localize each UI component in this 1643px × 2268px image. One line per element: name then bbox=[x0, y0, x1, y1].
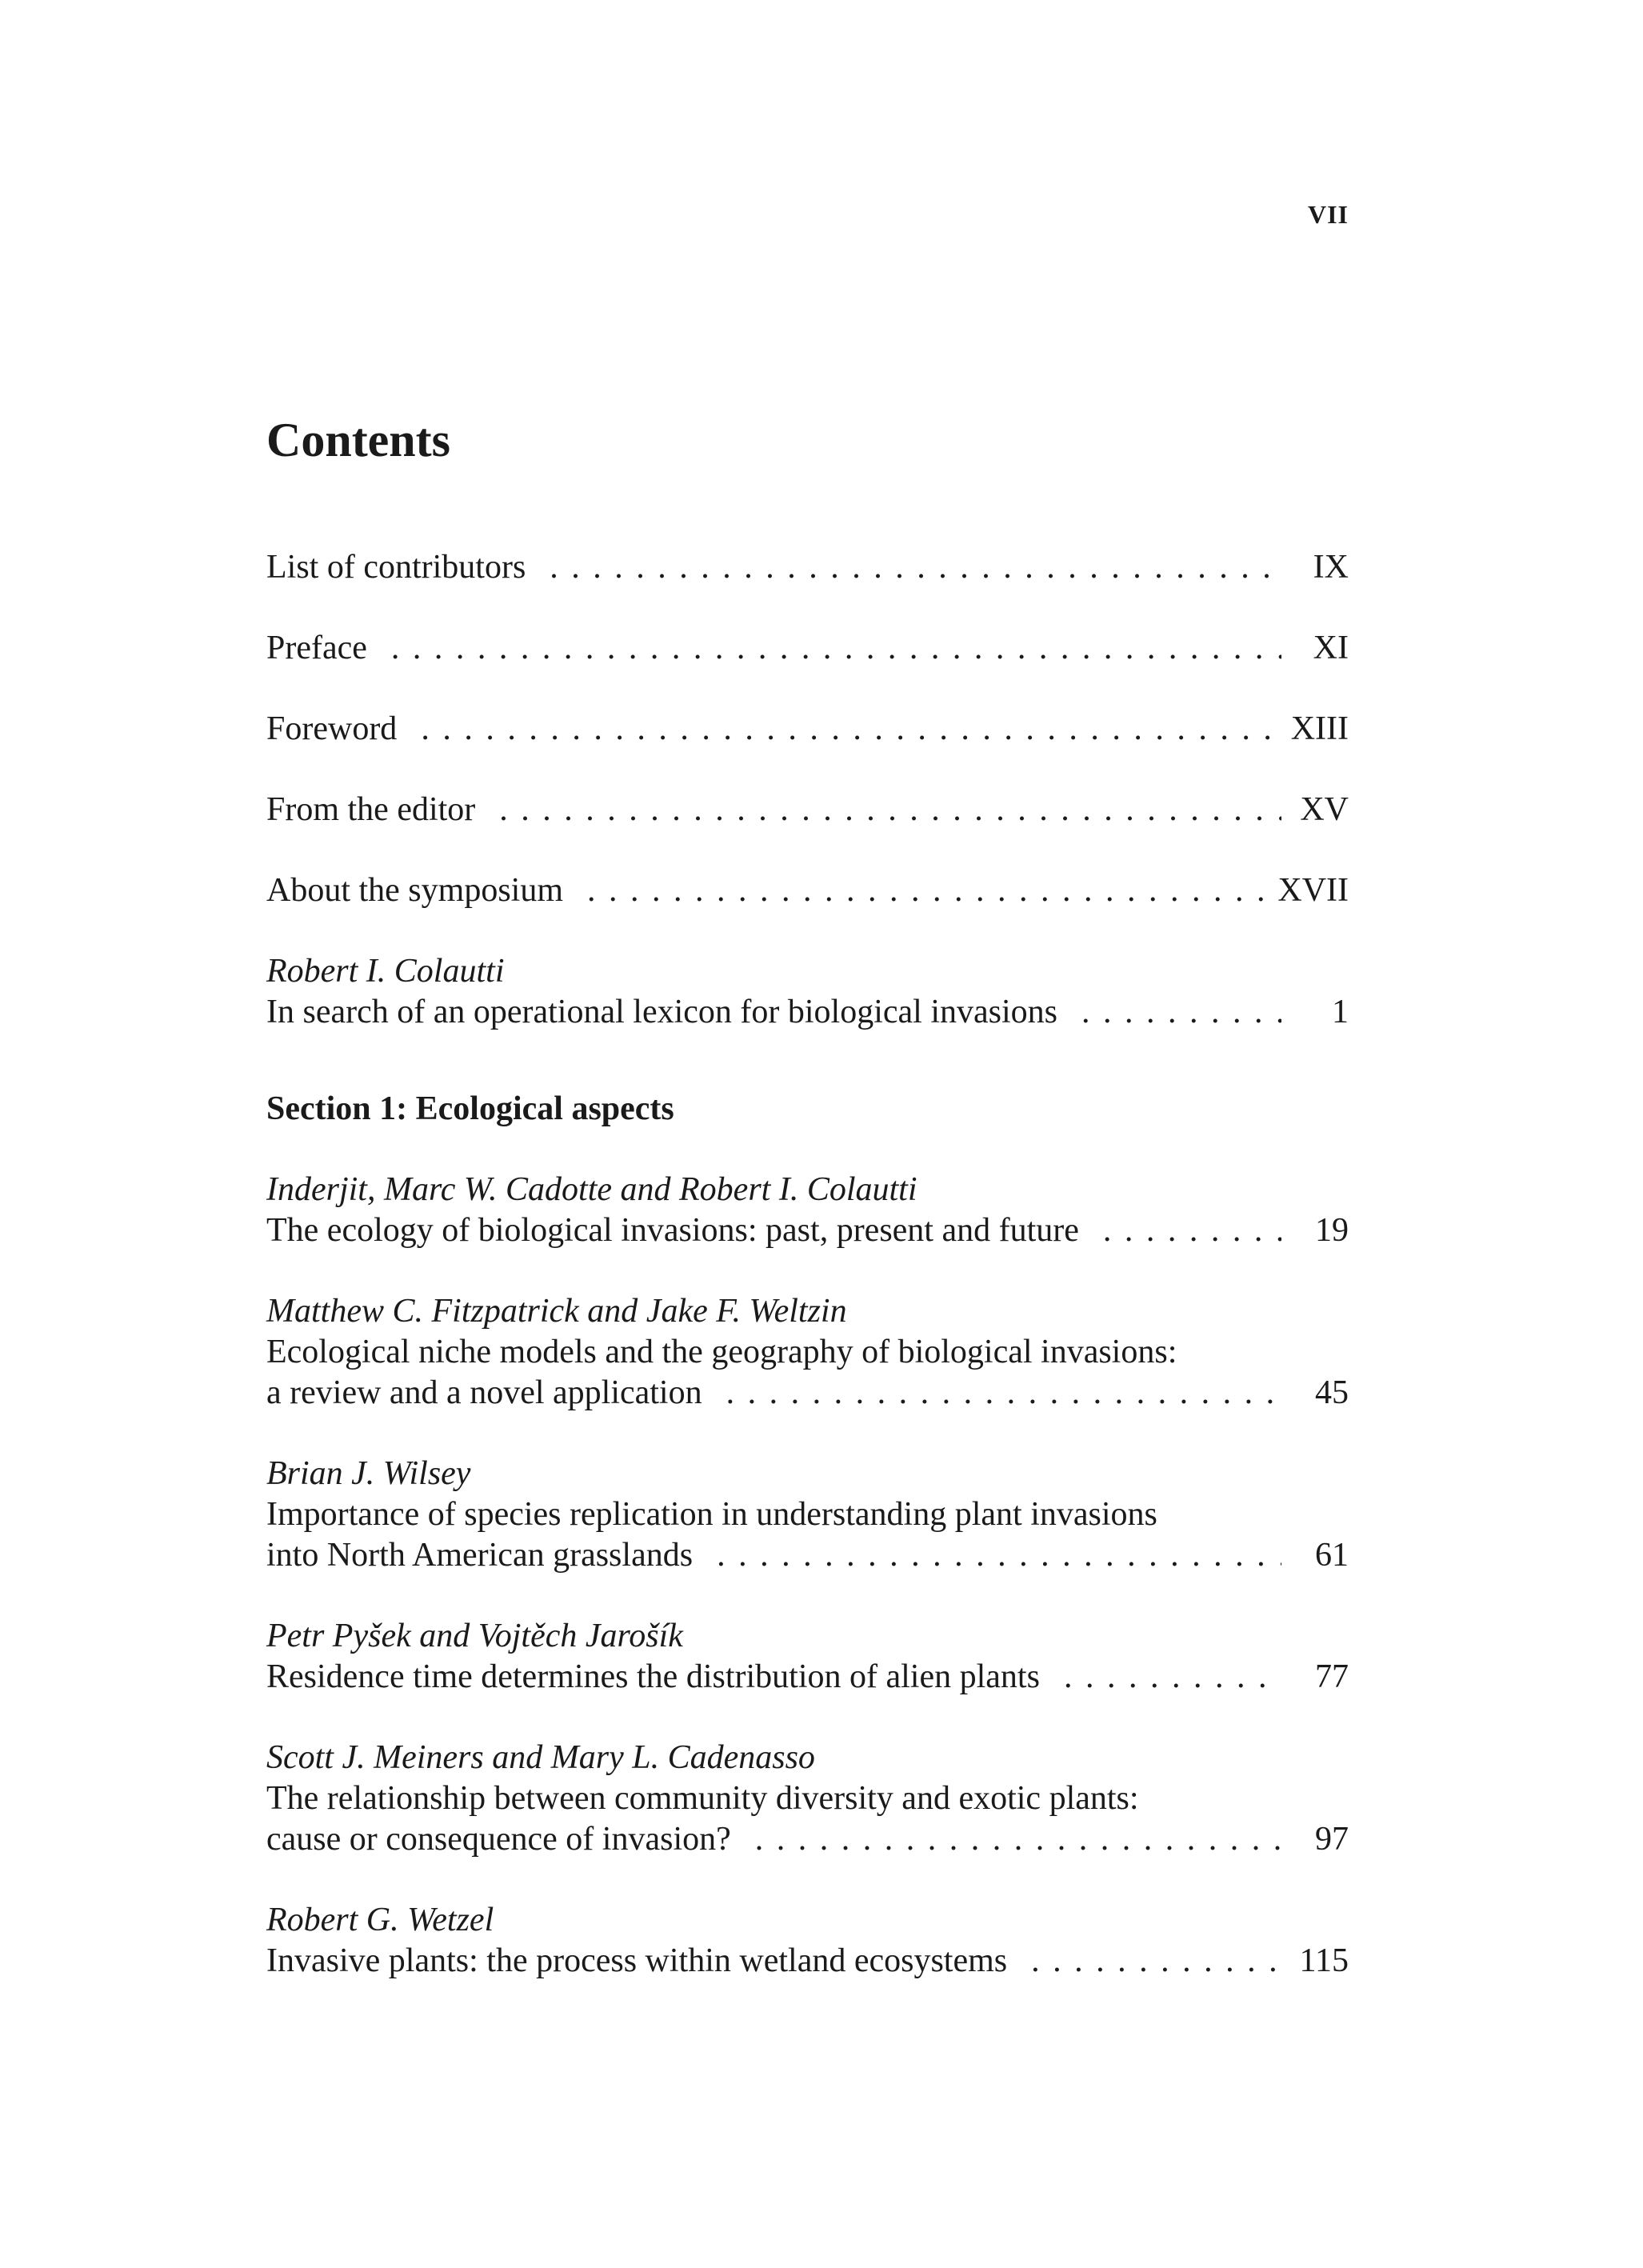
toc-entry-article[interactable] bbox=[266, 1616, 1349, 1698]
article-author: Petr Pyšek and Vojtěch Jarošík bbox=[266, 1618, 683, 1654]
page-number-folio: VII bbox=[1307, 200, 1349, 229]
section-heading: Section 1: Ecological aspects bbox=[266, 1090, 674, 1127]
article-title: The ecology of biological invasions: past, present and future bbox=[266, 1212, 1079, 1249]
article-title-line: Ecological niche models and the geography of biological invasions: bbox=[266, 1334, 1177, 1370]
toc-entry-article[interactable] bbox=[266, 1900, 1349, 1982]
dot-leader bbox=[726, 1373, 1281, 1414]
toc-entry-article[interactable] bbox=[266, 1738, 1349, 1860]
toc-entry-page: 115 bbox=[1299, 1942, 1349, 1979]
toc-entry-page: XI bbox=[1313, 630, 1349, 666]
article-author: Brian J. Wilsey bbox=[266, 1455, 471, 1492]
dot-leader bbox=[391, 628, 1281, 669]
article-author: Matthew C. Fitzpatrick and Jake F. Weltzin bbox=[266, 1293, 847, 1330]
toc-entry-title: List of contributors bbox=[266, 549, 526, 586]
toc-entry-page: 77 bbox=[1315, 1658, 1349, 1695]
dot-leader bbox=[1081, 992, 1281, 1033]
article-author: Scott J. Meiners and Mary L. Cadenasso bbox=[266, 1739, 815, 1776]
article-title-line: cause or consequence of invasion? bbox=[266, 1821, 731, 1858]
toc-entry-article[interactable] bbox=[266, 1454, 1349, 1576]
dot-leader bbox=[1103, 1210, 1281, 1251]
dot-leader bbox=[1064, 1657, 1281, 1698]
toc-entry-list-of-contributors[interactable] bbox=[266, 547, 1349, 588]
article-title-line: The relationship between community diversity and exotic plants: bbox=[266, 1780, 1139, 1817]
dot-leader bbox=[717, 1535, 1281, 1576]
dot-leader bbox=[1031, 1941, 1281, 1982]
toc-entry-title: About the symposium bbox=[266, 872, 564, 909]
article-title: In search of an operational lexicon for biological invasions bbox=[266, 994, 1058, 1030]
dot-leader bbox=[587, 870, 1266, 911]
toc-entry-title: Preface bbox=[266, 630, 367, 666]
toc-entry-page: IX bbox=[1313, 549, 1349, 586]
toc-entry-article[interactable] bbox=[266, 1170, 1349, 1251]
toc-entry-preface[interactable] bbox=[266, 628, 1349, 669]
article-title-line: a review and a novel application bbox=[266, 1374, 702, 1411]
article-title-line: Importance of species replication in understanding plant invasions bbox=[266, 1496, 1157, 1533]
article-author: Inderjit, Marc W. Cadotte and Robert I. Colautti bbox=[266, 1171, 917, 1208]
toc-entry-page: 61 bbox=[1315, 1537, 1349, 1574]
toc-entry-foreword[interactable] bbox=[266, 709, 1349, 750]
toc-entry-title: From the editor bbox=[266, 791, 476, 828]
toc-entry-intro-article[interactable] bbox=[266, 951, 1349, 1033]
toc-entry-page: 1 bbox=[1332, 994, 1349, 1030]
toc-entry-page: 19 bbox=[1315, 1212, 1349, 1249]
article-title: Invasive plants: the process within wetland ecosystems bbox=[266, 1942, 1008, 1979]
article-author: Robert I. Colautti bbox=[266, 953, 505, 990]
toc-entry-page: XVII bbox=[1277, 872, 1349, 909]
dot-leader bbox=[755, 1819, 1281, 1860]
dot-leader bbox=[421, 709, 1279, 750]
toc-entry-from-the-editor[interactable] bbox=[266, 790, 1349, 830]
toc-entry-page: XIII bbox=[1290, 710, 1349, 747]
table-of-contents bbox=[266, 547, 1349, 2022]
toc-entry-page: 97 bbox=[1315, 1821, 1349, 1858]
article-title: Residence time determines the distribution of alien plants bbox=[266, 1658, 1040, 1695]
toc-entry-title: Foreword bbox=[266, 710, 398, 747]
toc-entry-about-the-symposium[interactable] bbox=[266, 870, 1349, 911]
toc-entry-page: 45 bbox=[1315, 1374, 1349, 1411]
page-title: Contents bbox=[266, 414, 451, 466]
dot-leader bbox=[550, 547, 1281, 588]
article-author: Robert G. Wetzel bbox=[266, 1902, 494, 1938]
toc-entry-page: XV bbox=[1300, 791, 1349, 828]
article-title-line: into North American grasslands bbox=[266, 1537, 694, 1574]
toc-entry-article[interactable] bbox=[266, 1291, 1349, 1414]
dot-leader bbox=[499, 790, 1281, 830]
